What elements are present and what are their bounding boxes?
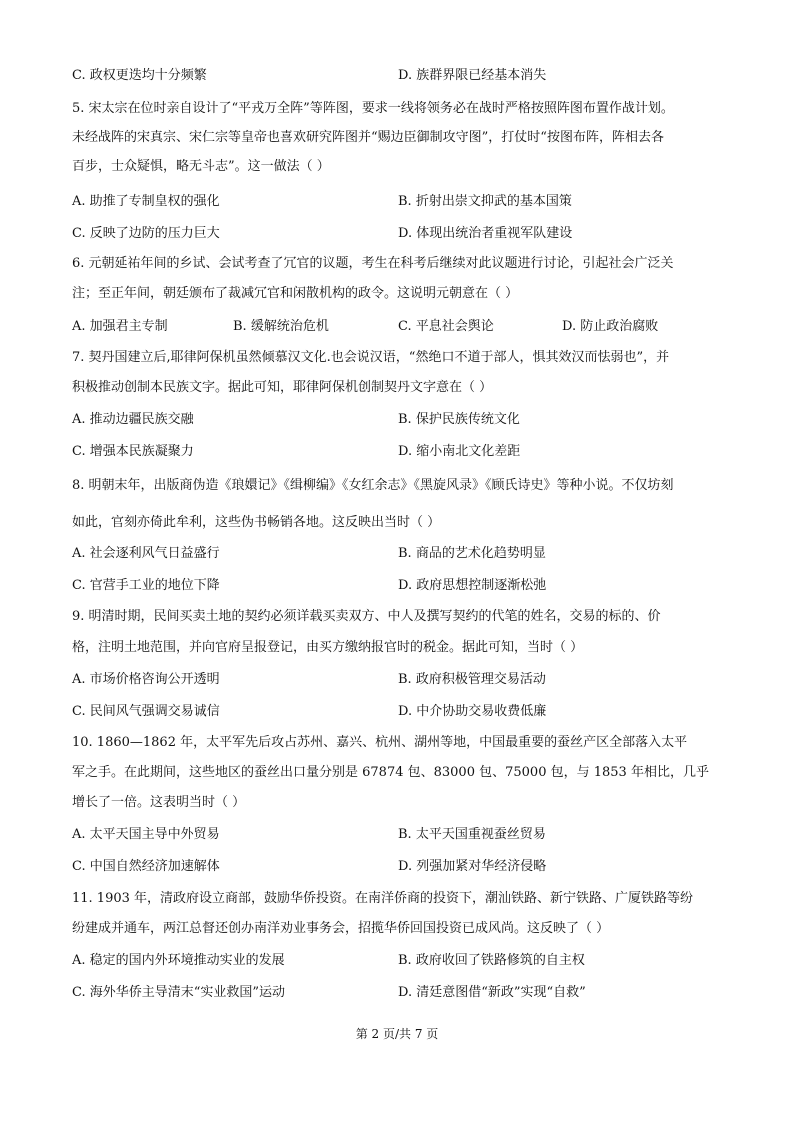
- q10-stem-line-2: 军之手。在此期间，这些地区的蚕丝出口量分别是 67874 包、83000 包、75000 包，与 1853 年相比，几乎: [72, 765, 709, 780]
- q10-option-a[interactable]: A. 太平天国主导中外贸易: [72, 827, 220, 842]
- q10-option-b[interactable]: B. 太平天国重视蚕丝贸易: [398, 827, 546, 842]
- q10-option-d[interactable]: D. 列强加紧对华经济侵略: [398, 859, 547, 874]
- q7-option-b[interactable]: B. 保护民族传统文化: [398, 412, 520, 427]
- q8-option-c[interactable]: C. 官营手工业的地位下降: [72, 578, 220, 593]
- q4-option-c[interactable]: C. 政权更迭均十分频繁: [72, 68, 207, 83]
- q5-stem-line-2: 未经战阵的宋真宗、宋仁宗等皇帝也喜欢研究阵图并“赐边臣御制攻守图”，打仗时“按图布阵，阵相去各: [72, 130, 664, 145]
- q8-stem-line-2: 如此，官刻亦倚此牟利，这些伪书畅销各地。这反映出当时（ ）: [72, 515, 441, 530]
- q10-stem-line-3: 增长了一倍。这表明当时（ ）: [72, 795, 246, 810]
- q11-option-b[interactable]: B. 政府收回了铁路修筑的自主权: [398, 953, 585, 968]
- q5-stem-line-1: 5. 宋太宗在位时亲自设计了“平戎万全阵”等阵图，要求一线将领务必在战时严格按照阵图布置作战计划。: [72, 101, 674, 116]
- q7-stem-line-2: 积极推动创制本民族文字。据此可知，耶律阿保机创制契丹文字意在（ ）: [72, 380, 493, 395]
- page-number: 第 2 页/共 7 页: [355, 1027, 439, 1041]
- q11-stem-line-2: 纷建成并通车，两江总督还创办南洋劝业事务会，招揽华侨回国投资已成风尚。这反映了（ ）: [72, 921, 610, 936]
- q10-option-c[interactable]: C. 中国自然经济加速解体: [72, 859, 220, 874]
- q9-option-c[interactable]: C. 民间风气强调交易诚信: [72, 704, 220, 719]
- q5-stem-line-3: 百步，士众疑惧，略无斗志”。这一做法（ ）: [72, 159, 330, 174]
- q9-option-d[interactable]: D. 中介协助交易收费低廉: [398, 704, 547, 719]
- q7-option-a[interactable]: A. 推动边疆民族交融: [72, 412, 194, 427]
- q5-option-d[interactable]: D. 体现出统治者重视军队建设: [398, 226, 573, 241]
- q11-option-c[interactable]: C. 海外华侨主导清末“实业救国”运动: [72, 985, 286, 1000]
- q9-option-a[interactable]: A. 市场价格咨询公开透明: [72, 672, 220, 687]
- q8-option-b[interactable]: B. 商品的艺术化趋势明显: [398, 546, 546, 561]
- q6-option-b[interactable]: B. 缓解统治危机: [233, 319, 329, 334]
- q7-stem-line-1: 7. 契丹国建立后,耶律阿保机虽然倾慕汉文化.也会说汉语，“然绝口不道于部人，惧其效汉而怯弱也”，并: [72, 350, 670, 365]
- q6-stem-line-1: 6. 元朝延祐年间的乡试、会试考查了冗官的议题，考生在科考后继续对此议题进行讨论，引起社会广泛关: [72, 256, 674, 271]
- q7-option-d[interactable]: D. 缩小南北文化差距: [398, 444, 521, 459]
- q9-option-b[interactable]: B. 政府积极管理交易活动: [398, 672, 546, 687]
- q7-option-c[interactable]: C. 增强本民族凝聚力: [72, 444, 194, 459]
- q11-option-d[interactable]: D. 清廷意图借“新政”实现“自救”: [398, 985, 586, 1000]
- q11-stem-line-1: 11. 1903 年，清政府设立商部，鼓励华侨投资。在南洋侨商的投资下，潮汕铁路、新宁铁路、广厦铁路等纷: [72, 891, 694, 906]
- q6-option-a[interactable]: A. 加强君主专制: [72, 319, 168, 334]
- q10-stem-line-1: 10. 1860—1862 年，太平军先后攻占苏州、嘉兴、杭州、湖州等地，中国最重要的蚕丝产区全部落入太平: [72, 735, 688, 750]
- q5-option-b[interactable]: B. 折射出崇文抑武的基本国策: [398, 194, 572, 209]
- q5-option-c[interactable]: C. 反映了边防的压力巨大: [72, 226, 220, 241]
- q6-option-d[interactable]: D. 防止政治腐败: [562, 319, 659, 334]
- q11-option-a[interactable]: A. 稳定的国内外环境推动实业的发展: [72, 953, 285, 968]
- q8-option-a[interactable]: A. 社会逐利风气日益盛行: [72, 546, 220, 561]
- q9-stem-line-2: 格，注明土地范围，并向官府呈报登记，由买方缴纳报官时的税金。据此可知，当时（ ）: [72, 640, 584, 655]
- q8-option-d[interactable]: D. 政府思想控制逐渐松弛: [398, 578, 547, 593]
- q4-option-d[interactable]: D. 族群界限已经基本消失: [398, 68, 547, 83]
- q6-stem-line-2: 注；至正年间，朝廷颁布了裁减冗官和闲散机构的政令。这说明元朝意在（ ）: [72, 286, 519, 301]
- q6-option-c[interactable]: C. 平息社会舆论: [398, 319, 494, 334]
- q8-stem-line-1: 8. 明朝末年，出版商伪造《琅嬛记》《缉柳编》《女红余志》《黑旋风录》《顾氏诗史》等种小说。不仅坊刻: [72, 478, 674, 493]
- q5-option-a[interactable]: A. 助推了专制皇权的强化: [72, 194, 220, 209]
- q9-stem-line-1: 9. 明清时期，民间买卖土地的契约必须详载买卖双方、中人及撰写契约的代笔的姓名，交易的标的、价: [72, 609, 661, 624]
